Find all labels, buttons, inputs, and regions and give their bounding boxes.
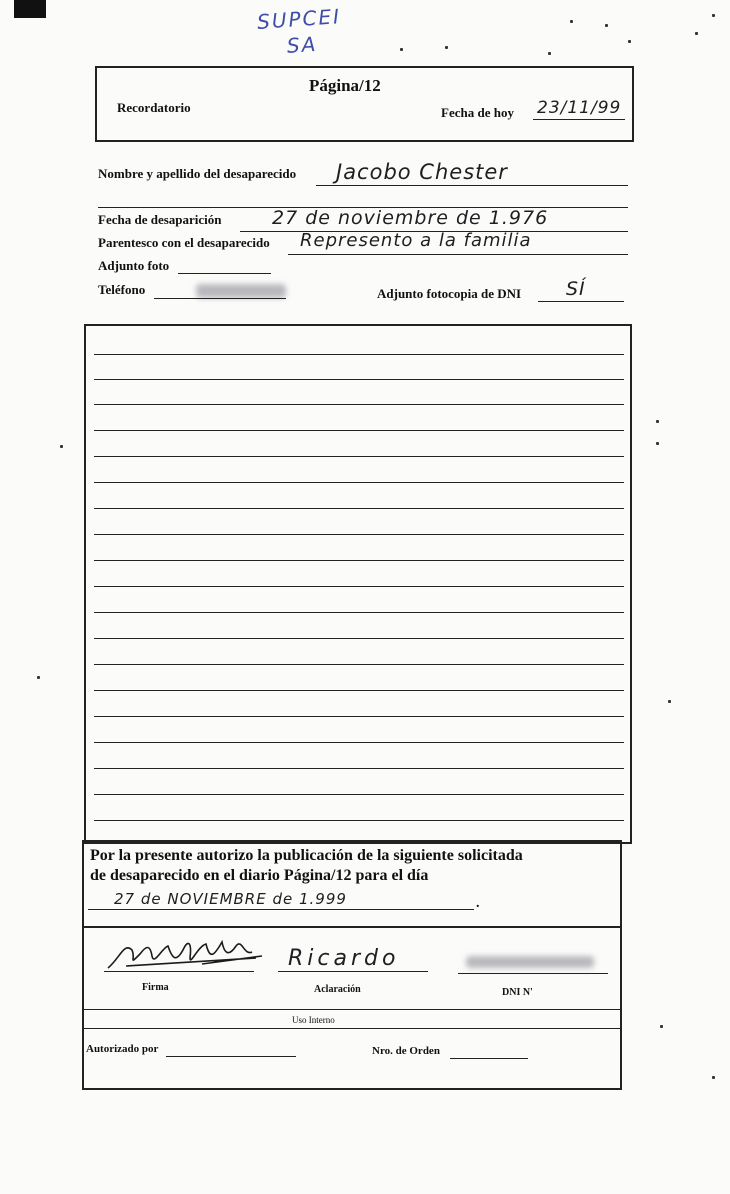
name-line: [316, 185, 628, 186]
scan-speck: [445, 46, 448, 49]
order-number-line: [450, 1058, 528, 1059]
scan-speck: [628, 40, 631, 43]
today-date-value: 23/11/99: [537, 98, 622, 118]
period-mark: .: [476, 896, 480, 911]
dni-copy-label: Adjunto fotocopia de DNI: [377, 286, 522, 301]
scan-speck: [60, 445, 63, 448]
scan-speck: [548, 52, 551, 55]
publication-date-line: [88, 909, 474, 910]
ruled-line: [94, 586, 624, 587]
today-date-label: Fecha de hoy: [441, 105, 514, 120]
ruled-line: [94, 404, 624, 405]
section-divider: [84, 926, 620, 928]
scan-speck: [668, 700, 671, 703]
kinship-line: [288, 254, 628, 255]
ruled-line: [94, 820, 624, 821]
name-value: Jacobo Chester: [336, 160, 508, 184]
authorized-by-line: [166, 1056, 296, 1057]
clarification-line: [278, 971, 428, 972]
ruled-line: [94, 794, 624, 795]
annotation-line-1: SUPCEI: [256, 4, 342, 34]
today-date-line: [533, 119, 625, 120]
scan-speck: [660, 1025, 663, 1028]
ruled-line: [94, 354, 624, 355]
ruled-line: [94, 482, 624, 483]
kinship-value: Represento a la familia: [300, 230, 532, 251]
ruled-line: [94, 508, 624, 509]
ruled-line: [94, 612, 624, 613]
ruled-line: [94, 560, 624, 561]
ruled-line: [94, 716, 624, 717]
page-title: Página/12: [309, 76, 381, 95]
authorization-line-1: Por la presente autorizo la publicación de la siguiente solicitada: [90, 847, 523, 864]
name-label: Nombre y apellido del desaparecido: [98, 166, 297, 181]
signature-image: [106, 936, 266, 976]
phone-redacted: [196, 284, 286, 298]
photo-line: [178, 273, 271, 274]
scan-speck: [712, 14, 715, 17]
ruled-line: [94, 742, 624, 743]
order-number-label: Nro. de Orden: [372, 1045, 440, 1057]
scan-speck: [37, 676, 40, 679]
scan-speck: [400, 48, 403, 51]
phone-label: Teléfono: [98, 282, 146, 297]
scan-speck: [695, 32, 698, 35]
dni-redacted: [466, 956, 594, 968]
ruled-line: [94, 690, 624, 691]
disappearance-date-value: 27 de noviembre de 1.976: [272, 207, 549, 229]
reminder-label: Recordatorio: [117, 100, 191, 115]
authorized-by-label: Autorizado por: [86, 1043, 159, 1055]
internal-bottom-line: [84, 1028, 620, 1029]
ruled-line: [94, 456, 624, 457]
scan-speck: [656, 420, 659, 423]
ruled-line: [94, 379, 624, 380]
signature-line: [104, 971, 254, 972]
phone-line: [154, 298, 286, 299]
scan-speck: [656, 442, 659, 445]
dni-copy-line: [538, 301, 624, 302]
ruled-line: [94, 430, 624, 431]
clarification-value: Ricardo: [288, 946, 400, 971]
handwritten-annotation: [256, 3, 343, 61]
ruled-line: [94, 534, 624, 535]
scan-speck: [570, 20, 573, 23]
ruled-line: [94, 768, 624, 769]
dni-copy-value: SÍ: [566, 278, 586, 300]
photo-label: Adjunto foto: [98, 258, 170, 273]
publication-date-value: 27 de NOVIEMBRE de 1.999: [114, 890, 347, 908]
signature-label: Firma: [142, 982, 169, 993]
clarification-label: Aclaración: [314, 984, 361, 995]
kinship-label: Parentesco con el desaparecido: [98, 235, 270, 250]
internal-top-line: [84, 1009, 620, 1010]
annotation-line-2: SA: [286, 31, 319, 58]
ruled-line: [94, 664, 624, 665]
disappearance-date-label: Fecha de desaparición: [98, 212, 222, 227]
dni-line: [458, 973, 608, 974]
scan-speck: [605, 24, 608, 27]
authorization-line-2: de desaparecido en el diario Página/12 para el día: [90, 867, 429, 884]
internal-use-label: Uso Interno: [292, 1015, 335, 1025]
header-box: [95, 66, 634, 142]
authorization-box: [82, 840, 622, 1090]
scan-speck: [712, 1076, 715, 1079]
corner-mark: [14, 0, 46, 18]
dni-label: DNI N': [502, 987, 533, 998]
message-box: [84, 324, 632, 844]
ruled-line: [94, 638, 624, 639]
